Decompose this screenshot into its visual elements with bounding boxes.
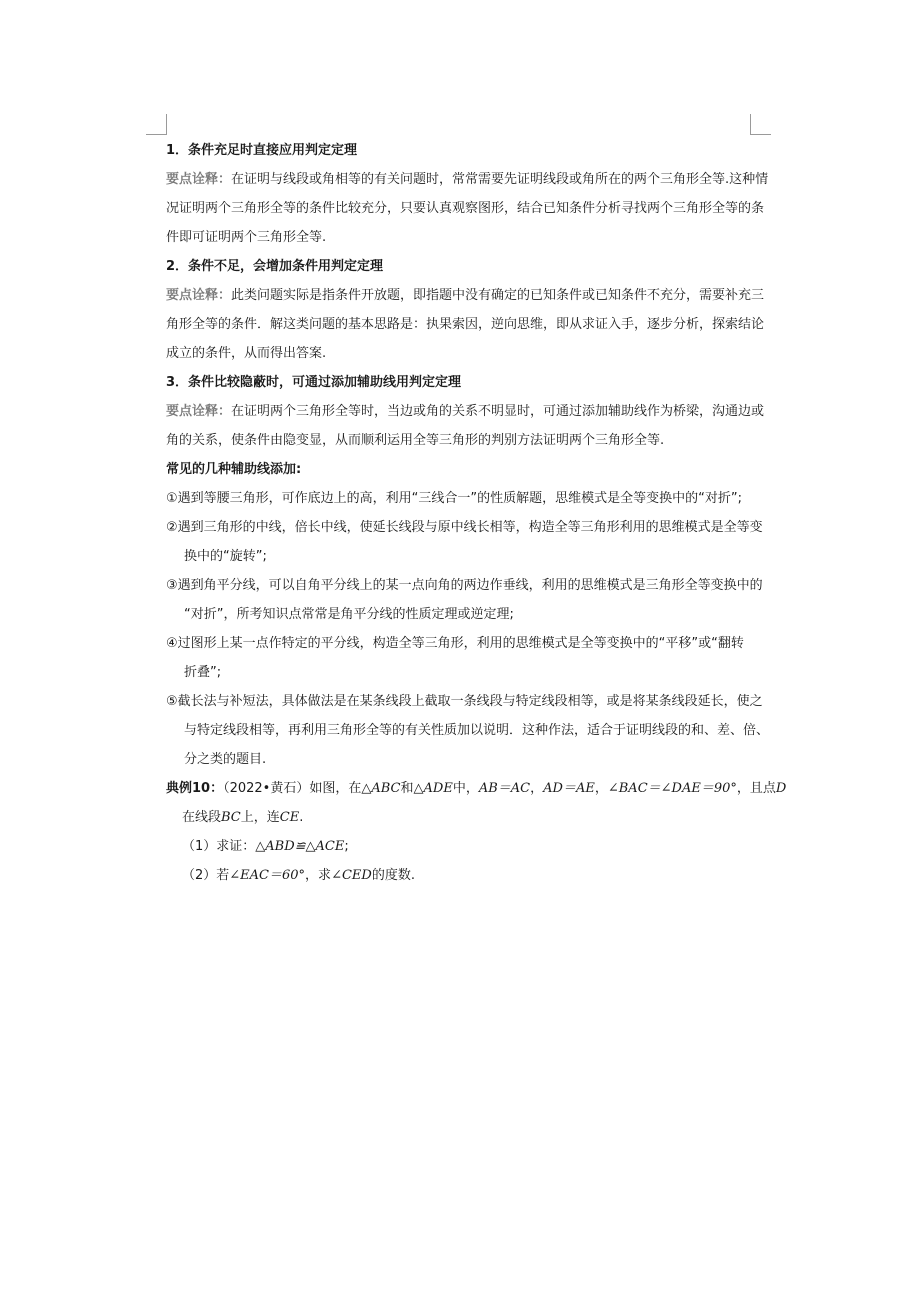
aux-title: 常见的几种辅助线添加: [166, 462, 302, 477]
section-1-line-1 [166, 165, 769, 194]
section-1-line-2: 况证明两个三角形全等的条件比较充分，只要认真观察图形，结合已知条件分析寻找两个三角形全等的条 [166, 201, 765, 216]
margin-corner-top-right [750, 114, 771, 135]
section-3-title: 3．条件比较隐蔽时，可通过添加辅助线用判定定理 [166, 375, 462, 390]
example-line-2a: 在线段 [182, 810, 222, 825]
margin-corner-top-left [146, 114, 167, 135]
question-1-suffix: ; [344, 839, 349, 854]
aux-item-4-line-2: 折叠”; [184, 665, 222, 680]
condition-angles: ∠BAC＝∠DAE＝90° [607, 781, 737, 796]
segment-bc: BC [221, 810, 241, 825]
example-mid: 中， [452, 781, 479, 796]
question-2-prefix: （2）若 [182, 868, 230, 883]
section-3-line-2: 角的关系，使条件由隐变显，从而顺利运用全等三角形的判别方法证明两个三角形全等. [166, 433, 665, 448]
aux-item-2-line-1: ②遇到三角形的中线，倍长中线，使延长线段与原中线长相等，构造全等三角形利用的思维模式是全等变 [166, 520, 763, 535]
question-1-prefix: （1）求证： [182, 839, 256, 854]
example-line-1 [166, 774, 787, 803]
section-3-line-1 [166, 397, 765, 426]
aux-item-2-line-2: 换中的“旋转”; [184, 549, 267, 564]
section-3-label: 要点诠释： [166, 404, 232, 419]
example-line-2c: . [299, 810, 304, 825]
example-tail: ，且点 [736, 781, 776, 796]
aux-item-3-line-2: “对折”，所考知识点常常是角平分线的性质定理或逆定理; [184, 607, 514, 622]
question-2-given-angle: ∠EAC＝60° [229, 868, 306, 883]
example-sep-1: ， [530, 781, 544, 796]
example-line-2 [166, 803, 752, 832]
question-2-mid: ，求 [305, 868, 332, 883]
point-d: D [775, 781, 787, 796]
section-1-text-1: 在证明与线段或角相等的有关问题时，常常需要先证明线段或角所在的两个三角形全等.这种情 [231, 172, 769, 187]
section-2-line-1 [166, 281, 765, 310]
section-3-text-1: 在证明两个三角形全等时，当边或角的关系不明显时，可通过添加辅助线作为桥梁，沟通边或 [231, 404, 765, 419]
section-1-label: 要点诠释： [166, 172, 232, 187]
example-source: （2022•黄石）如图，在 [223, 781, 362, 796]
segment-ce: CE [279, 810, 300, 825]
example-sep-2: ， [594, 781, 608, 796]
section-2-line-3: 成立的条件，从而得出答案. [166, 346, 327, 361]
question-2 [166, 861, 752, 890]
aux-item-1-line-1: ①遇到等腰三角形，可作底边上的高，利用“三线合一”的性质解题，思维模式是全等变换中的“对折”; [166, 491, 742, 506]
example-label: 典例10： [166, 781, 224, 796]
question-2-target-angle: ∠CED [331, 868, 372, 883]
question-1 [166, 832, 752, 861]
triangle-abc: △ABC [361, 781, 401, 796]
aux-item-3-line-1: ③遇到角平分线，可以自角平分线上的某一点向角的两边作垂线，利用的思维模式是三角形全等变换中的 [166, 578, 763, 593]
aux-item-5-line-1: ⑤截长法与补短法，具体做法是在某条线段上截取一条线段与特定线段相等，或是将某条线段延长，使之 [166, 694, 763, 709]
section-2-line-2: 角形全等的条件．解这类问题的基本思路是：执果索因，逆向思维，即从求证入手，逐步分析，探索结论 [166, 317, 765, 332]
triangle-ade: △ADE [413, 781, 453, 796]
aux-item-4-line-1: ④过图形上某一点作特定的平分线，构造全等三角形，利用的思维模式是全等变换中的“平移”或“翻转 [166, 636, 744, 651]
condition-ad-ae: AD＝AE [543, 781, 595, 796]
question-2-suffix: 的度数. [371, 868, 415, 883]
section-1-line-3: 件即可证明两个三角形全等. [166, 230, 327, 245]
aux-item-5-line-2: 与特定线段相等，再利用三角形全等的有关性质加以说明．这种作法，适合于证明线段的和、差、倍、 [184, 723, 770, 738]
document-body [166, 136, 787, 890]
aux-item-5-line-3: 分之类的题目. [184, 752, 267, 767]
section-2-text-1: 此类问题实际是指条件开放题，即指题中没有确定的已知条件或已知条件不充分，需要补充三 [231, 288, 765, 303]
question-1-congruence: △ABD≌△ACE [255, 839, 345, 854]
example-line-2b: 上，连 [240, 810, 280, 825]
section-2-label: 要点诠释： [166, 288, 232, 303]
condition-ab-ac: AB＝AC [478, 781, 531, 796]
example-and: 和 [400, 781, 414, 796]
section-1-title: 1．条件充足时直接应用判定定理 [166, 143, 358, 158]
section-2-title: 2．条件不足，会增加条件用判定定理 [166, 259, 384, 274]
